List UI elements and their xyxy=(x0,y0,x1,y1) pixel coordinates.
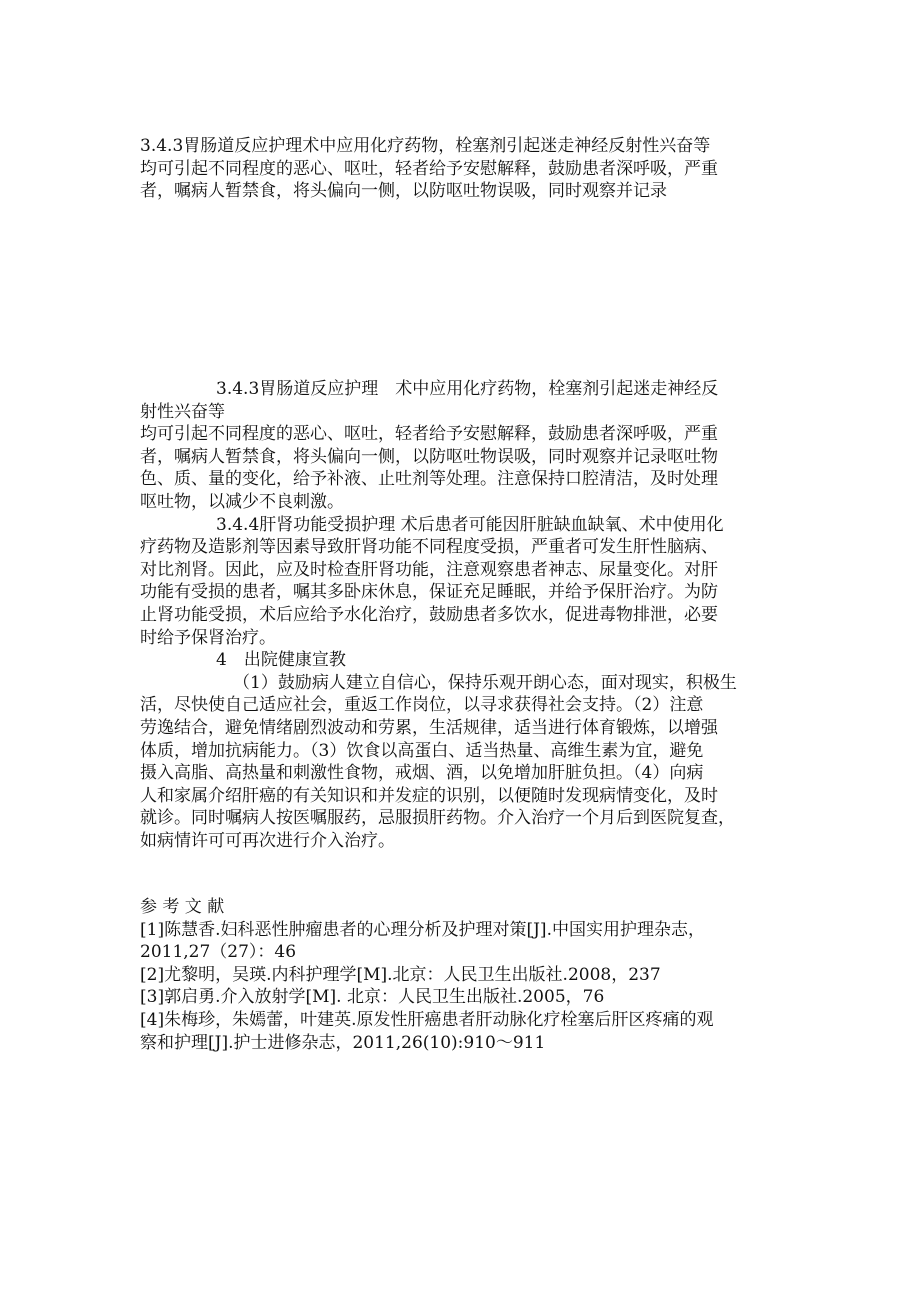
top-fragment-paragraph xyxy=(140,135,785,203)
section-heading-4: 4 出院健康宣教 xyxy=(216,650,346,671)
text-line: 活，尽快使自己适应社会，重返工作岗位，以寻求获得社会支持。（2）注意 xyxy=(140,695,704,716)
text-line: 对比剂肾。因此，应及时检查肝肾功能，注意观察患者神志、尿量变化。对肝 xyxy=(140,559,718,580)
section-heading-3-4-3: 3.4.3胃肠道反应护理 术中应用化疗药物，栓塞剂引起迷走神经反 xyxy=(216,379,719,399)
references-section xyxy=(140,896,800,1054)
references-heading: 参 考 文 献 xyxy=(140,897,225,917)
text-line: 时给予保肾治疗。 xyxy=(140,627,276,648)
reference-line: [3]郭启勇.介入放射学[M]. 北京：人民卫生出版社.2005，76 xyxy=(140,987,605,1008)
text-line: 摄入高脂、高热量和刺激性食物，戒烟、酒，以免增加肝脏负担。（4）向病 xyxy=(140,763,704,784)
text-line: 射性兴奋等 xyxy=(140,401,225,422)
text-line: 呕吐物，以减少不良刺激。 xyxy=(140,491,344,512)
text-line: 色、质、量的变化，给予补液、止吐剂等处理。注意保持口腔清洁，及时处理 xyxy=(140,469,718,490)
reference-line: [1]陈慧香.妇科恶性肿瘤患者的心理分析及护理对策[J].中国实用护理杂志， xyxy=(140,919,705,940)
text-line: 劳逸结合，避免情绪剧烈波动和劳累，生活规律，适当进行体育锻炼，以增强 xyxy=(140,717,718,738)
section-heading-3-4-4: 3.4.4肝肾功能受损护理 术后患者可能因肝脏缺血缺氧、术中使用化 xyxy=(216,514,724,535)
text-line: 止肾功能受损，术后应给予水化治疗，鼓励患者多饮水，促进毒物排泄，必要 xyxy=(140,604,718,625)
text-line: 均可引起不同程度的恶心、呕吐，轻者给予安慰解释，鼓励患者深呼吸，严重 xyxy=(140,424,718,445)
text-line: 功能有受损的患者，嘱其多卧床休息，保证充足睡眠，并给予保肝治疗。为防 xyxy=(140,582,718,603)
reference-line: 2011,27（27）：46 xyxy=(140,942,297,963)
text-line: 疗药物及造影剂等因素导致肝肾功能不同程度受损，严重者可发生肝性脑病、 xyxy=(140,537,718,558)
text-line: 如病情许可可再次进行介入治疗。 xyxy=(140,830,395,851)
text-line: 均可引起不同程度的恶心、呕吐，轻者给予安慰解释，鼓励患者深呼吸，严重 xyxy=(140,158,718,179)
reference-line: [2]尤黎明，吴瑛.内科护理学[M].北京：人民卫生出版社.2008，237 xyxy=(140,964,661,985)
text-line: （1）鼓励病人建立自信心，保持乐观开朗心态，面对现实，积极生 xyxy=(233,672,737,693)
text-line: 者，嘱病人暂禁食，将头偏向一侧，以防呕吐物误吸，同时观察并记录呕吐物 xyxy=(140,446,718,467)
text-line: 人和家属介绍肝癌的有关知识和并发症的识别，以便随时发现病情变化，及时 xyxy=(140,785,718,806)
text-line: 者，嘱病人暂禁食，将头偏向一侧，以防呕吐物误吸，同时观察并记录 xyxy=(140,181,667,202)
text-line: 体质，增加抗病能力。（3）饮食以高蛋白、适当热量、高维生素为宜，避免 xyxy=(140,740,704,761)
text-line: 就诊。同时嘱病人按医嘱服药，忌服损肝药物。介入治疗一个月后到医院复查， xyxy=(140,808,735,829)
reference-line: 察和护理[J].护士进修杂志，2011,26(10):910～911 xyxy=(140,1032,546,1053)
article-body xyxy=(140,378,785,852)
reference-line: [4]朱梅珍，朱嫣蕾，叶建英.原发性肝癌患者肝动脉化疗栓塞后肝区疼痛的观 xyxy=(140,1009,714,1030)
text-line: 3.4.3胃肠道反应护理术中应用化疗药物，栓塞剂引起迷走神经反射性兴奋等 xyxy=(140,136,711,156)
